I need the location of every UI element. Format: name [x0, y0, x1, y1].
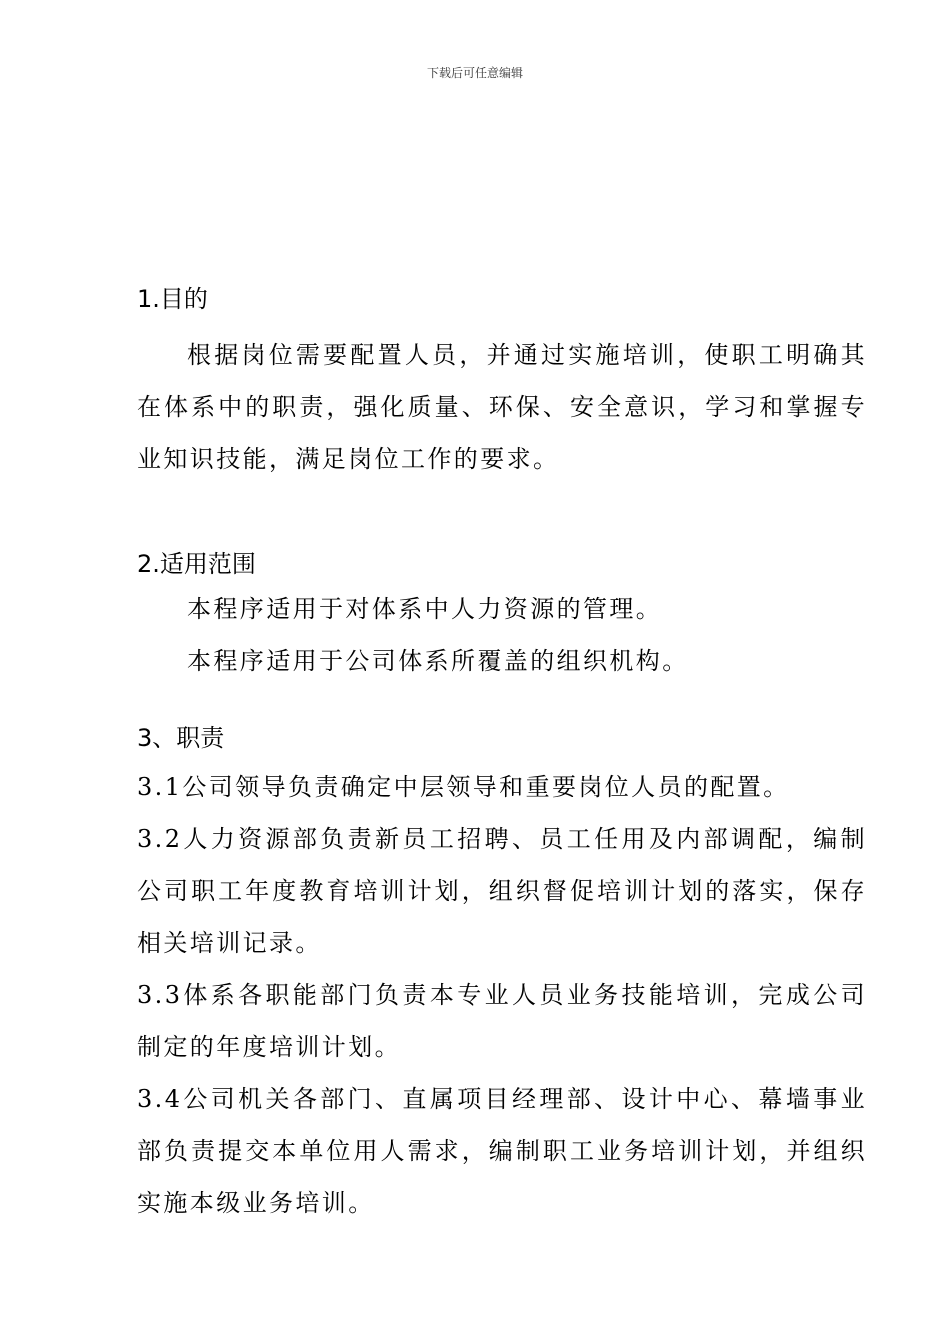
- responsibility-item: 3.2人力资源部负责新员工招聘、员工任用及内部调配，编制公司职工年度教育培训计划，组织督促培训计划的落实，保存相关培训记录。: [137, 825, 867, 957]
- paragraph: 根据岗位需要配置人员，并通过实施培训，使职工明确其在体系中的职责，强化质量、环保、安全意识，学习和掌握专业知识技能，满足岗位工作的要求。: [137, 341, 867, 473]
- section-body-responsibilities: [137, 761, 867, 1229]
- section-body-scope: [137, 583, 867, 687]
- section-heading-scope: 2.适用范围: [137, 550, 256, 578]
- paragraph: 本程序适用于公司体系所覆盖的组织机构。: [187, 647, 689, 675]
- responsibility-item: 3.4公司机关各部门、直属项目经理部、设计中心、幕墙事业部负责提交本单位用人需求，编制职工业务培训计划，并组织实施本级业务培训。: [137, 1085, 867, 1217]
- responsibility-item: 3.1公司领导负责确定中层领导和重要岗位人员的配置。: [137, 773, 790, 801]
- section-heading-responsibilities: 3、职责: [137, 724, 225, 752]
- document-body: [137, 280, 867, 1229]
- responsibility-item: 3.3体系各职能部门负责本专业人员业务技能培训，完成公司制定的年度培训计划。: [137, 981, 867, 1061]
- section-body-purpose: [137, 329, 867, 485]
- page-header: 下载后可任意编辑: [426, 66, 523, 80]
- section-heading-purpose: 1.目的: [137, 285, 208, 313]
- paragraph: 本程序适用于对体系中人力资源的管理。: [187, 595, 663, 623]
